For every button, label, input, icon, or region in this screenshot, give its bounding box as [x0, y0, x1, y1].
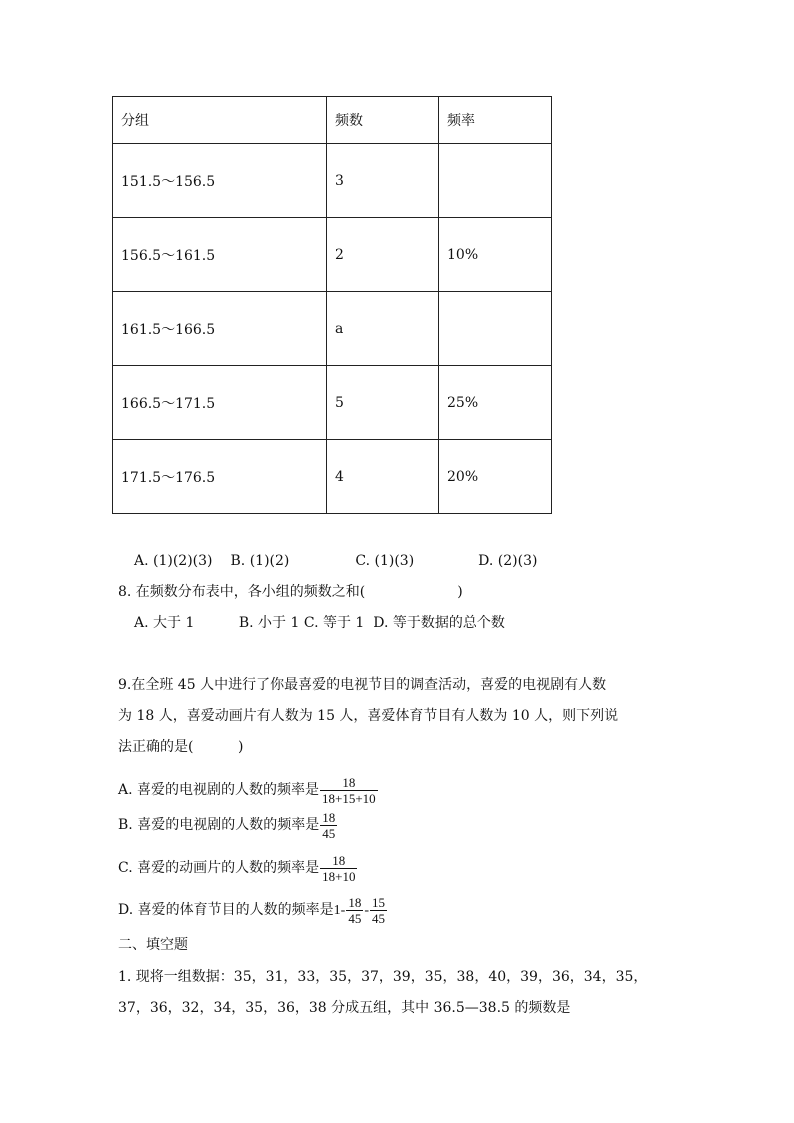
cell-count: 4	[327, 440, 439, 514]
cell-group: 166.5～171.5	[113, 366, 327, 440]
q9-option-d-text: D. 喜爱的体育节目的人数的频率是	[118, 902, 334, 918]
q9-option-a-text: A. 喜爱的电视剧的人数的频率是	[118, 782, 320, 798]
section-title: 二、填空题	[118, 937, 188, 953]
numerator: 18	[342, 774, 356, 790]
fraction	[320, 810, 337, 841]
q8-stem-text: 8. 在频数分布表中，各小组的频数之和(	[118, 584, 366, 600]
header-group: 分组	[113, 97, 327, 144]
minus-sign: -	[364, 903, 369, 918]
table-row	[113, 218, 552, 292]
cell-rate: 20%	[439, 440, 552, 514]
fill-q1-line1: 1. 现将一组数据：35，31，33，35，37，39，35，38，40，39，36，34，35，	[118, 969, 648, 985]
cell-count: a	[327, 292, 439, 366]
table-row	[113, 440, 552, 514]
q9-line2: 为 18 人，喜爱动画片有人数为 15 人，喜爱体育节目有人数为 10 人，则下列说	[118, 708, 619, 724]
numerator: 15	[371, 894, 385, 910]
q9-line1: 9.在全班 45 人中进行了你最喜爱的电视节目的调查活动，喜爱的电视剧有人数	[118, 677, 607, 693]
fill-q1-line2: 37，36，32，34，35，36，38 分成五组，其中 36.5—38.5 的频数是	[118, 1000, 571, 1016]
denominator: 18+10	[322, 868, 356, 884]
cell-group: 171.5～176.5	[113, 440, 327, 514]
cell-rate	[439, 144, 552, 218]
expression-prefix: 1-	[333, 903, 346, 918]
table-row	[113, 144, 552, 218]
cell-count: 3	[327, 144, 439, 218]
cell-count: 5	[327, 366, 439, 440]
q9-option-c-text: C. 喜爱的动画片的人数的频率是	[118, 860, 320, 876]
q8-options: A. 大于 1 B. 小于 1 C. 等于 1 D. 等于数据的总个数	[134, 615, 505, 631]
q8-stem	[118, 582, 463, 602]
fraction	[320, 853, 357, 884]
table-row	[113, 292, 552, 366]
table-header-row	[113, 97, 552, 144]
q7-option-b: B. (1)(2)	[230, 553, 290, 569]
numerator: 18	[332, 852, 346, 868]
frequency-table	[112, 96, 552, 514]
numerator: 18	[322, 809, 336, 825]
fraction	[320, 775, 378, 806]
q9-option-b	[118, 808, 338, 842]
q7-options	[134, 551, 537, 571]
header-count: 频数	[327, 97, 439, 144]
q7-option-a: A. (1)(2)(3)	[134, 553, 213, 569]
cell-group: 161.5～166.5	[113, 292, 327, 366]
cell-rate: 10%	[439, 218, 552, 292]
denominator: 45	[371, 910, 385, 926]
denominator: 45	[322, 825, 336, 841]
q9-option-c	[118, 851, 358, 885]
q9-line3: 法正确的是( )	[118, 739, 244, 755]
q7-option-c: C. (1)(3)	[355, 553, 415, 569]
fraction	[370, 895, 387, 926]
q7-option-d: D. (2)(3)	[478, 553, 538, 569]
denominator: 18+15+10	[322, 790, 376, 806]
cell-count: 2	[327, 218, 439, 292]
cell-group: 151.5～156.5	[113, 144, 327, 218]
header-rate: 频率	[439, 97, 552, 144]
cell-group: 156.5～161.5	[113, 218, 327, 292]
cell-rate: 25%	[439, 366, 552, 440]
numerator: 18	[348, 894, 362, 910]
q9-option-b-text: B. 喜爱的电视剧的人数的频率是	[118, 817, 320, 833]
q9-option-a	[118, 773, 379, 807]
cell-rate	[439, 292, 552, 366]
q8-close-paren: )	[457, 584, 463, 600]
table-row	[113, 366, 552, 440]
fraction	[346, 895, 363, 926]
denominator: 45	[348, 910, 362, 926]
q9-option-d	[118, 893, 388, 928]
